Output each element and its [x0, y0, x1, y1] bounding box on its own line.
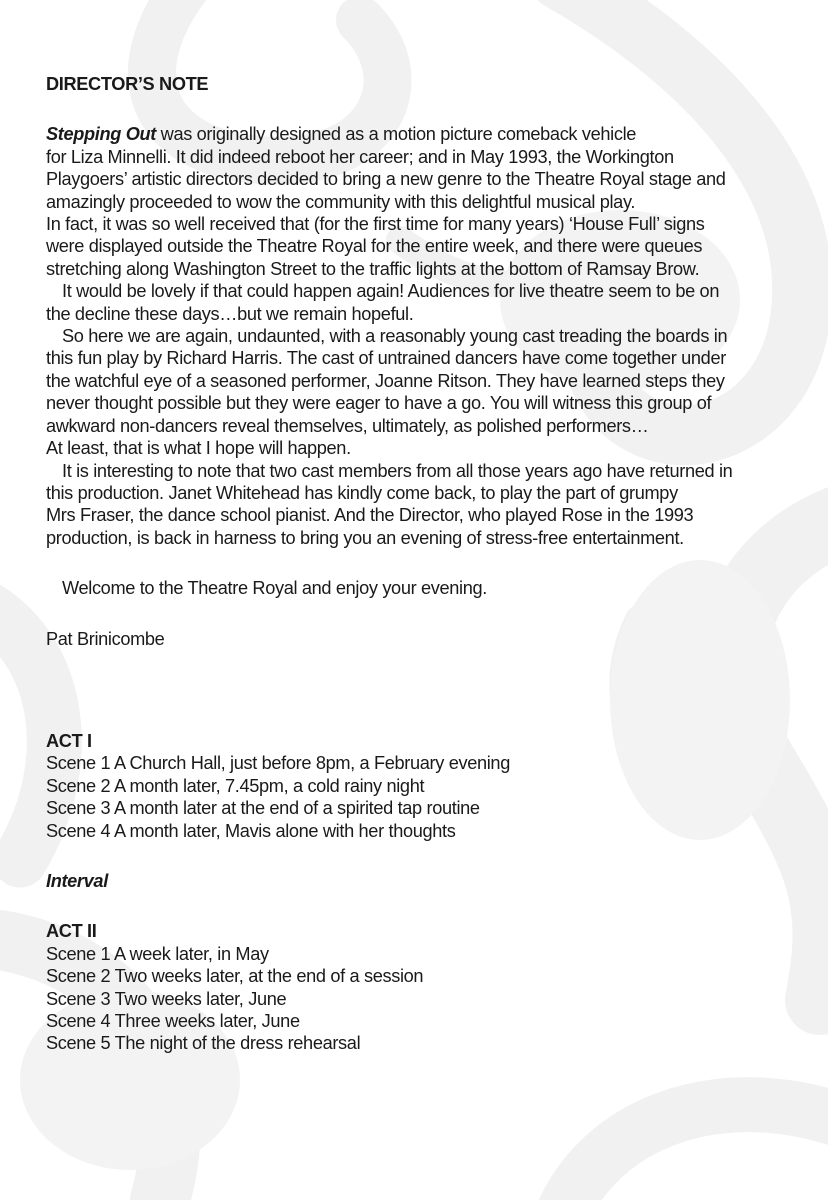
note-line: It is interesting to note that two cast members from all those years ago have returned in: [62, 460, 733, 481]
note-paragraph-3: [46, 325, 821, 459]
scene-list-item: Scene 2 Two weeks later, at the end of a session: [46, 966, 424, 987]
directors-note-heading: DIRECTOR’S NOTE: [46, 74, 209, 94]
note-line: awkward non-dancers reveal themselves, ultimately, as polished performers…: [46, 415, 649, 436]
scene-list-item: Scene 3 Two weeks later, June: [46, 988, 287, 1009]
scene-list-item: Scene 2 A month later, 7.45pm, a cold rainy night: [46, 775, 425, 796]
note-line: [46, 123, 821, 145]
note-line: Playgoers’ artistic directors decided to bring a new genre to the Theatre Royal stage and: [46, 169, 726, 190]
note-line: the decline these days…but we remain hopeful.: [46, 303, 414, 324]
note-paragraph-1: [46, 123, 821, 280]
note-line: Mrs Fraser, the dance school pianist. And the Director, who played Rose in the 1993: [46, 505, 694, 526]
note-line: amazingly proceeded to wow the community with this delightful musical play.: [46, 191, 636, 212]
act-1-heading: ACT I: [46, 730, 92, 751]
act-1-section: [46, 730, 821, 842]
note-paragraph-2: [46, 280, 821, 325]
note-line: stretching along Washington Street to the traffic lights at the bottom of Ramsay Brow.: [46, 258, 700, 279]
play-title: Stepping Out: [46, 124, 156, 145]
interval-label: Interval: [46, 870, 108, 891]
note-line: It would be lovely if that could happen again! Audiences for live theatre seem to be on: [62, 281, 720, 302]
welcome-line: Welcome to the Theatre Royal and enjoy your evening.: [62, 578, 487, 599]
note-line: this fun play by Richard Harris. The cast of untrained dancers have come together under: [46, 348, 726, 369]
note-line: for Liza Minnelli. It did indeed reboot her career; and in May 1993, the Workington: [46, 146, 674, 167]
note-line-text: was originally designed as a motion picture comeback vehicle: [155, 124, 637, 145]
note-line: production, is back in harness to bring you an evening of stress-free entertainment.: [46, 527, 684, 548]
scene-list-item: Scene 5 The night of the dress rehearsal: [46, 1033, 361, 1054]
scene-list-item: Scene 3 A month later at the end of a spirited tap routine: [46, 798, 480, 819]
note-line: the watchful eye of a seasoned performer, Joanne Ritson. They have learned steps they: [46, 370, 725, 391]
scene-list-item: Scene 1 A Church Hall, just before 8pm, a February evening: [46, 753, 510, 774]
note-line: At least, that is what I hope will happen.: [46, 438, 351, 459]
note-line: In fact, it was so well received that (for the first time for many years) ‘House Full’ signs: [46, 214, 705, 235]
act-2-section: [46, 920, 821, 1054]
page-content: [46, 73, 821, 1055]
note-line: this production. Janet Whitehead has kindly come back, to play the part of grumpy: [46, 482, 678, 503]
signature: Pat Brinicombe: [46, 628, 165, 649]
note-line: never thought possible but they were eager to have a go. You will witness this group of: [46, 393, 712, 414]
act-2-heading: ACT II: [46, 921, 97, 942]
scene-list-item: Scene 1 A week later, in May: [46, 943, 269, 964]
scene-list-item: Scene 4 Three weeks later, June: [46, 1011, 300, 1031]
note-line: were displayed outside the Theatre Royal for the entire week, and there were queues: [46, 236, 703, 257]
note-paragraph-4: [46, 460, 821, 550]
scene-list-item: Scene 4 A month later, Mavis alone with her thoughts: [46, 820, 456, 841]
note-line: So here we are again, undaunted, with a reasonably young cast treading the boards in: [62, 326, 728, 347]
